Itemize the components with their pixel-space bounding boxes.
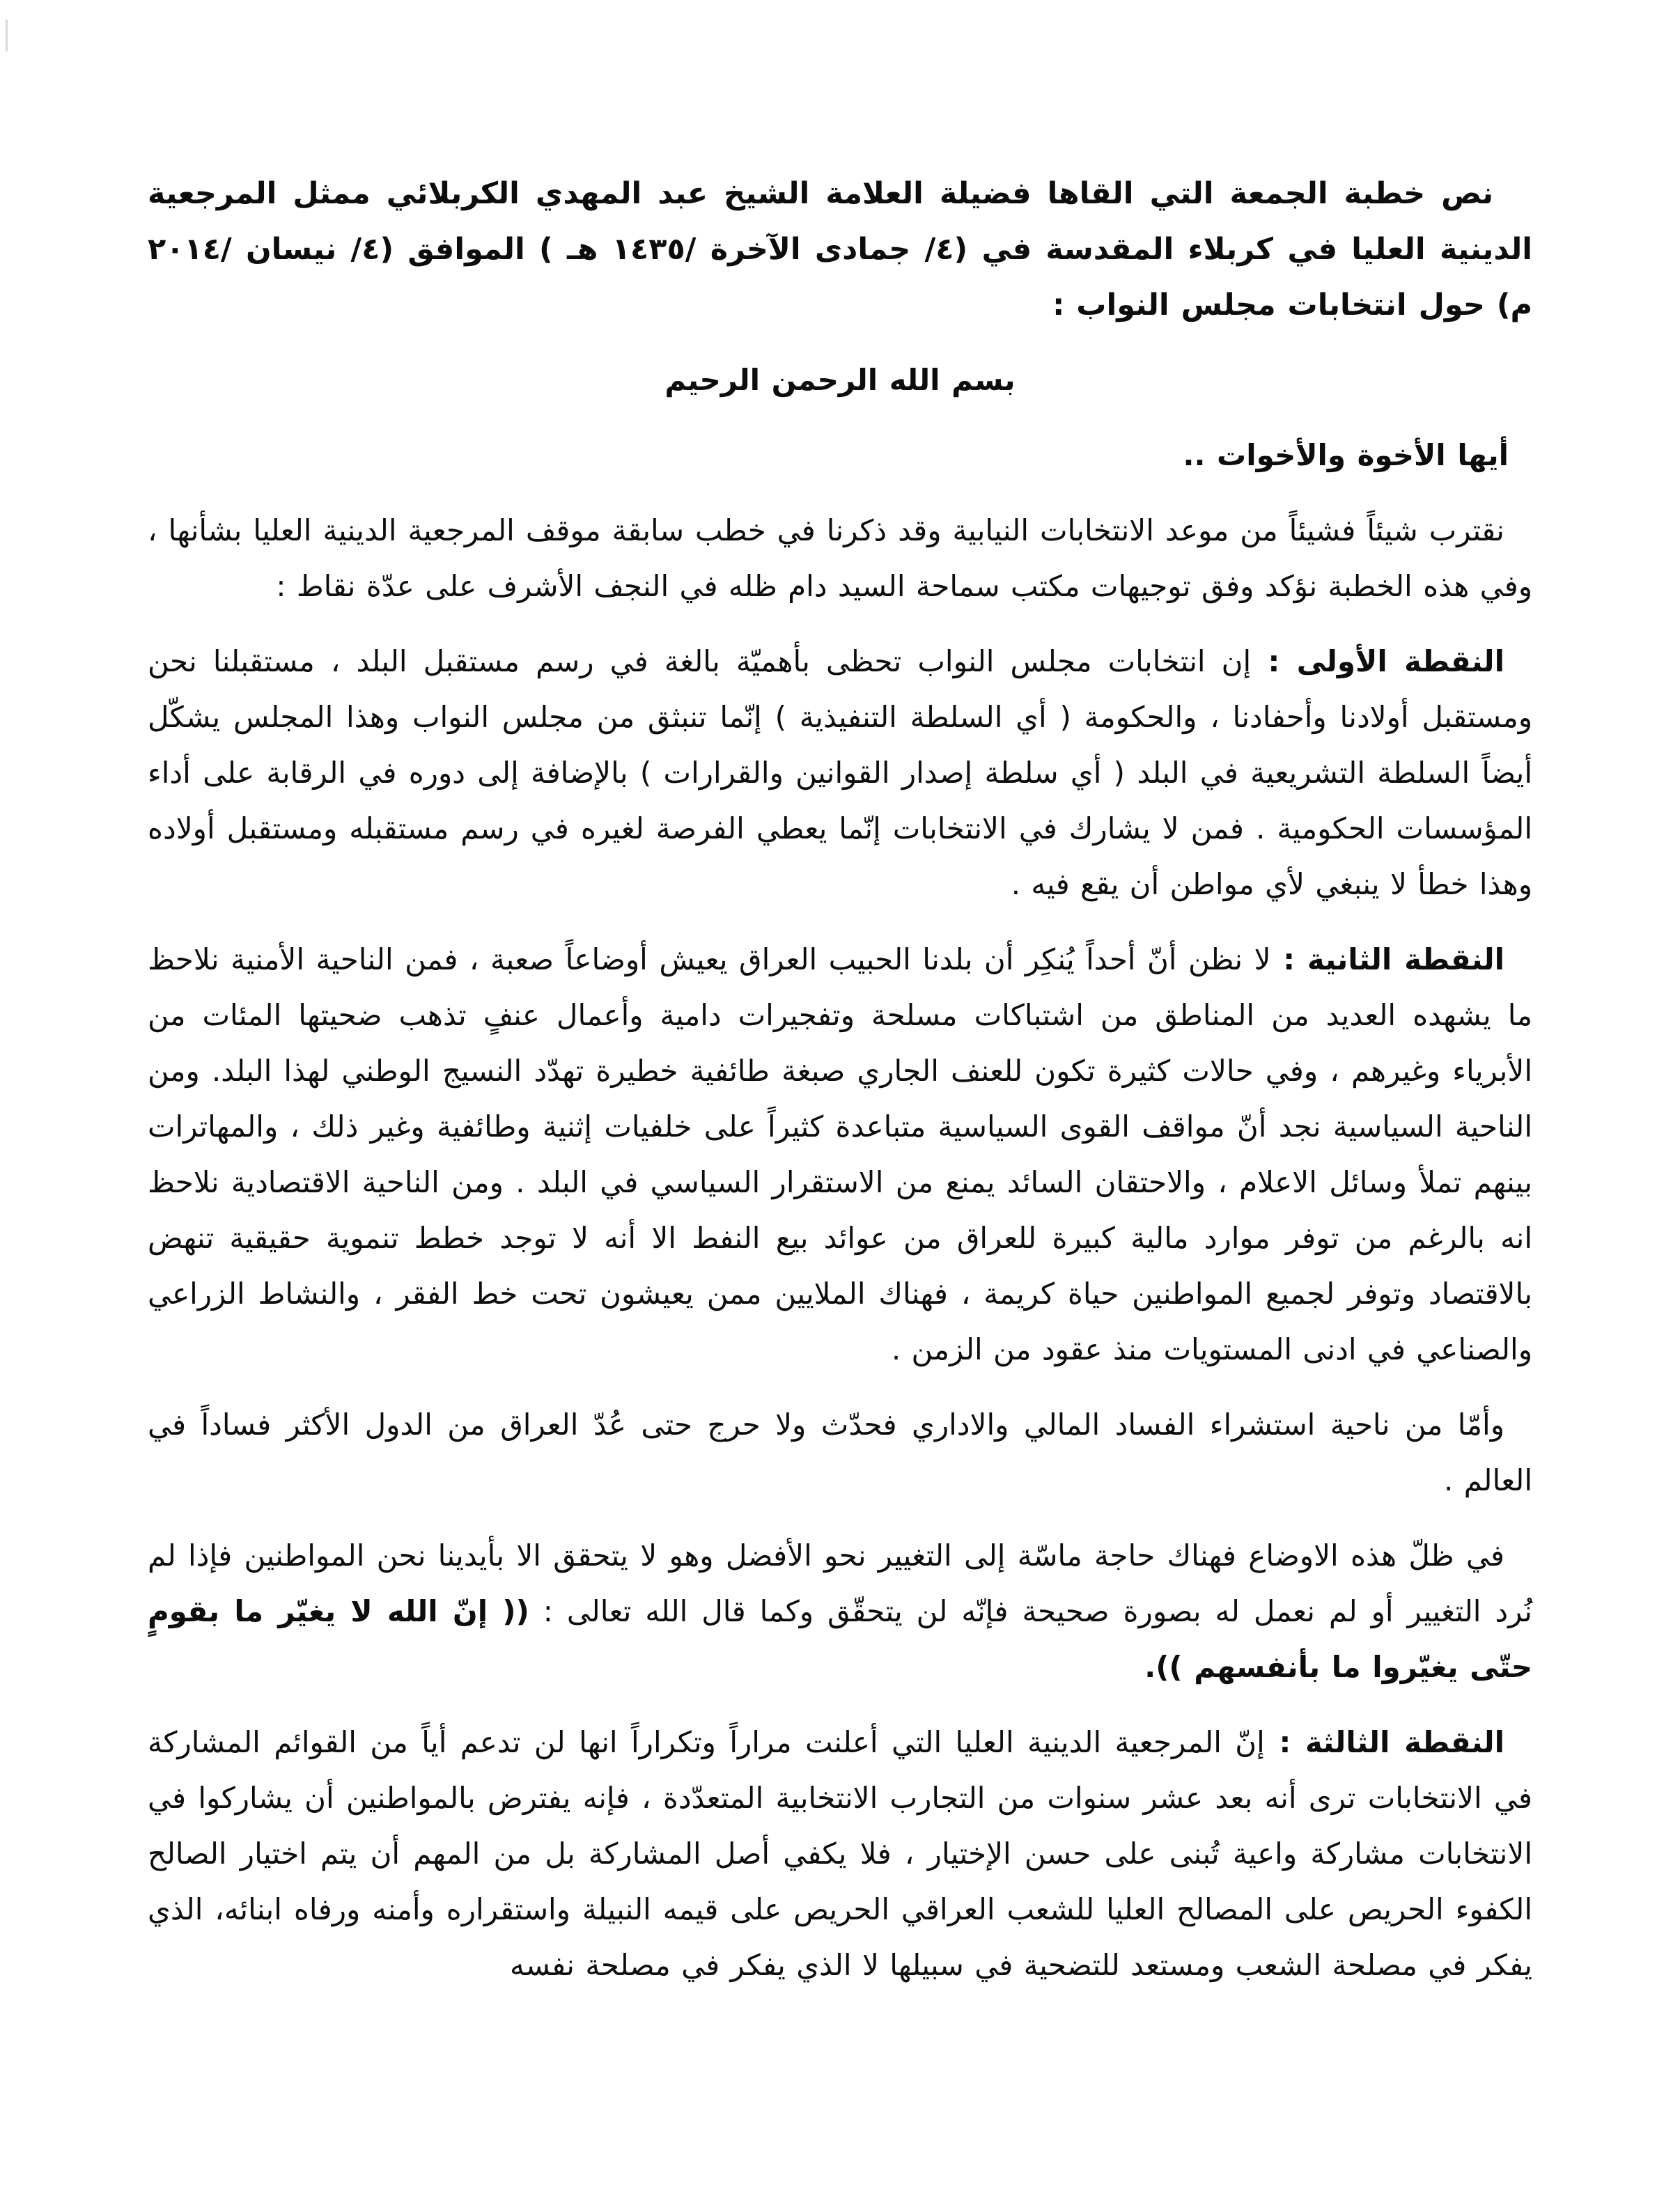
third-point-paragraph [148,1715,1532,1993]
second-point-paragraph [148,932,1532,1378]
quran-quote: (( إنّ الله لا يغيّر ما بقومٍ حتّى يغيّروا ما بأنفسهم )). [148,1594,1532,1684]
first-point-label: النقطة الأولى : [1251,644,1504,678]
first-point-text: إن انتخابات مجلس النواب تحظى بأهميّة بالغة في رسم مستقبل البلد ، مستقبلنا نحن ومستقبل أولادنا وأحفادنا ، والحكومة ( أي السلطة التنفيذية ) إنّما تنبثق من مجلس النواب وهذا المجلس يشكّل أيضاً السلطة التشريعية في البلد ( أي سلطة إصدار القوانين والقرارات ) بالإضافة إلى دوره في الرقابة على أداء المؤسسات الحكومية . فمن لا يشارك في الانتخابات إنّما يعطي الفرصة لغيره في رسم مستقبله ومستقبل أولاده وهذا خطأ لا ينبغي لأي مواطن أن يقع فيه . [148,644,1532,901]
first-point-paragraph [148,634,1532,912]
sermon-title: نص خطبة الجمعة التي القاها فضيلة العلامة الشيخ عبد المهدي الكربلائي ممثل المرجعية الدينية العليا في كربلاء المقدسة في (٤/ جمادى الآخرة /١٤٣٥ هـ ) الموافق (٤/ نيسان /٢٠١٤ م) حول انتخابات مجلس النواب : [148,176,1532,322]
intro-paragraph: نقترب شيئاً فشيئاً من موعد الانتخابات النيابية وقد ذكرنا في خطب سابقة موقف المرجعية الدينية العليا بشأنها ، وفي هذه الخطبة نؤكد وفق توجيهات مكتب سماحة السيد دام ظله في النجف الأشرف على عدّة نقاط : [148,513,1532,603]
greeting-line: أيها الأخوة والأخوات .. [1183,438,1509,472]
second-point-text: لا نظن أنّ أحداً يُنكِر أن بلدنا الحبيب العراق يعيش أوضاعاً صعبة ، فمن الناحية الأمنية نلاحظ ما يشهده العديد من المناطق من اشتباكات مسلحة وتفجيرات دامية وأعمال عنفٍ تذهب ضحيتها المئات من الأبرياء وغيرهم ، وفي حالات كثيرة تكون للعنف الجاري صبغة طائفية خطيرة تهدّد النسيج الوطني لهذا البلد. ومن الناحية السياسية نجد أنّ مواقف القوى السياسية متباعدة كثيراً على خلفيات إثنية وطائفية وغير ذلك ، والمهاترات بينهم تملأ وسائل الاعلام ، والاحتقان السائد يمنع من الاستقرار السياسي في البلد . ومن الناحية الاقتصادية نلاحظ انه بالرغم من توفر موارد مالية كبيرة للعراق من عوائد بيع النفط الا أنه لا توجد خطط تنموية حقيقية تنهض بالاقتصاد وتوفر لجميع المواطنين حياة كريمة ، فهناك الملايين ممن يعيشون تحت خط الفقر ، والنشاط الزراعي والصناعي في ادنى المستويات منذ عقود من الزمن . [148,942,1532,1366]
corruption-paragraph: وأمّا من ناحية استشراء الفساد المالي والاداري فحدّث ولا حرج حتى عُدّ العراق من الدول الأكثر فساداً في العالم . [148,1408,1532,1497]
third-point-text: إنّ المرجعية الدينية العليا التي أعلنت مراراً وتكراراً انها لن تدعم أياً من القوائم المشاركة في الانتخابات ترى أنه بعد عشر سنوات من التجارب الانتخابية المتعدّدة ، فإنه يفترض بالمواطنين أن يشاركوا في الانتخابات مشاركة واعية تُبنى على حسن الإختيار ، فلا يكفي أصل المشاركة بل من المهم أن يتم اختيار الصالح الكفوء الحريص على المصالح العليا للشعب العراقي الحريص على قيمه النبيلة واستقراره وأمنه ورفاه ابنائه، الذي يفكر في مصلحة الشعب ومستعد للتضحية في سبيلها لا الذي يفكر في مصلحة نفسه [148,1725,1532,1982]
scan-artifact [6,20,8,52]
second-point-label: النقطة الثانية : [1270,942,1504,976]
basmala: بسم الله الرحمن الرحيم [664,363,1016,397]
change-text: في ظلّ هذه الاوضاع فهناك حاجة ماسّة إلى التغيير نحو الأفضل وهو لا يتحقق الا بأيدينا نحن المواطنين فإذا لم نُرد التغيير أو لم نعمل له بصورة صحيحة فإنّه لن يتحقّق وكما قال الله تعالى : [148,1538,1532,1628]
third-point-label: النقطة الثالثة : [1264,1725,1504,1759]
change-paragraph [148,1528,1532,1695]
